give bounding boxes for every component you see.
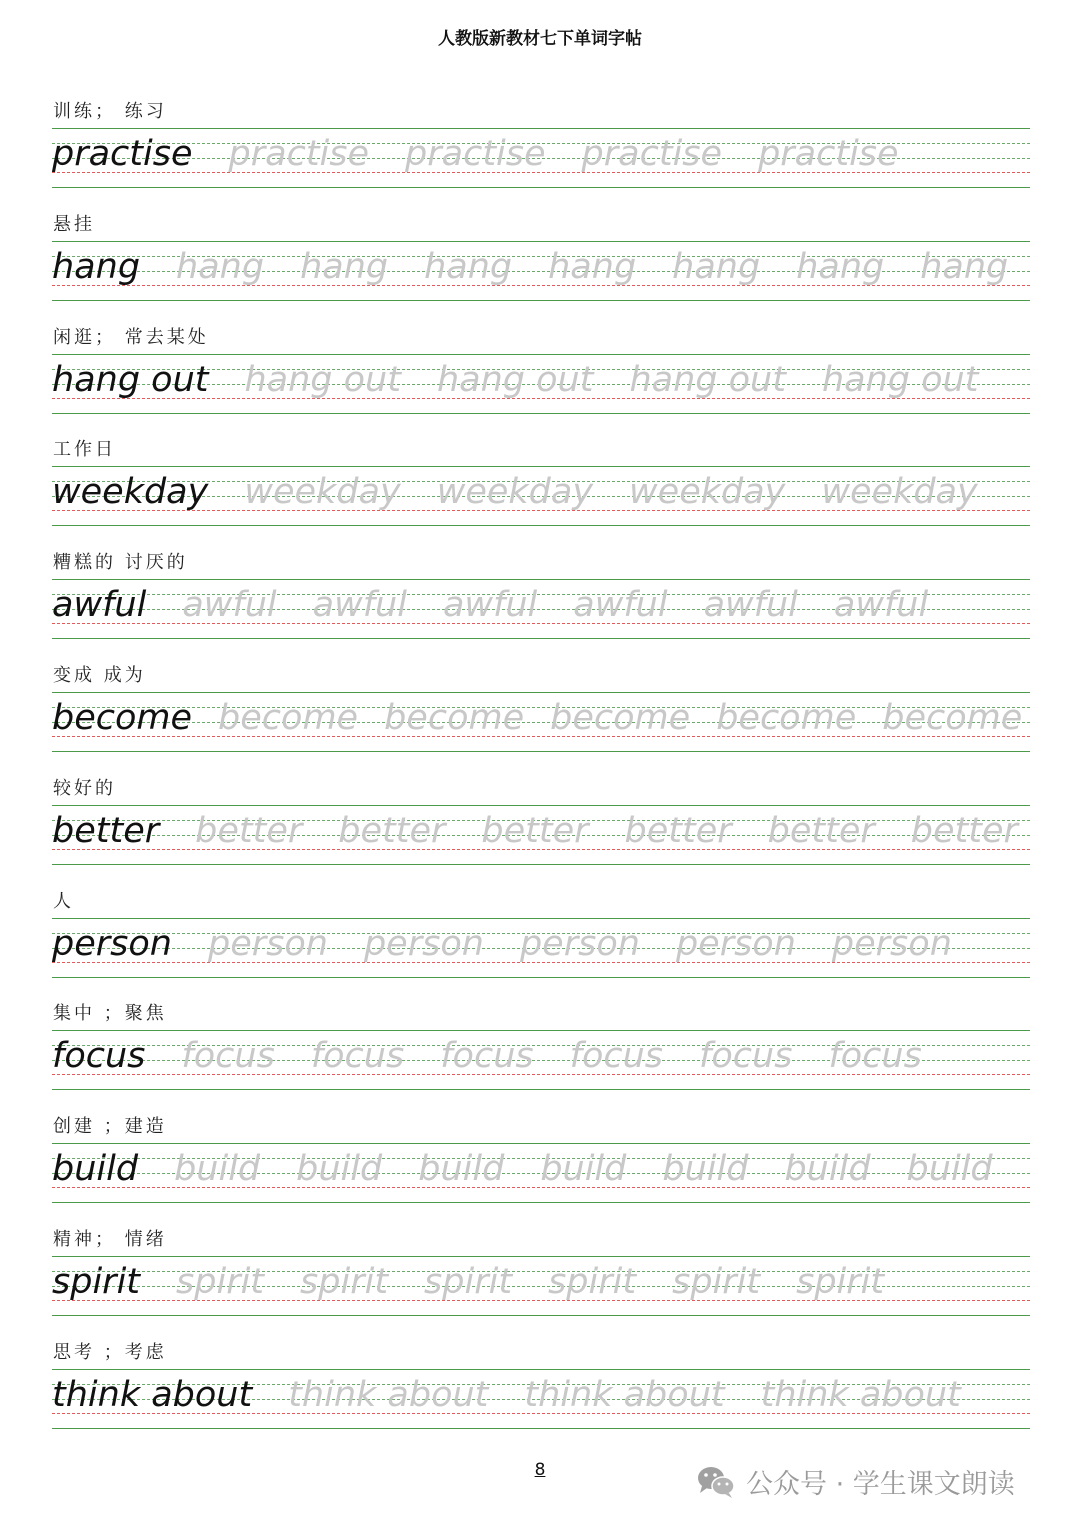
model-word: think about bbox=[52, 1374, 253, 1415]
writing-guide-lines bbox=[52, 805, 1030, 865]
model-word: weekday bbox=[52, 472, 209, 513]
trace-word: spirit bbox=[796, 1261, 885, 1302]
trace-word: practise bbox=[758, 134, 899, 174]
guide-line bbox=[52, 187, 1030, 188]
vocabulary-list bbox=[52, 95, 1030, 1449]
guide-line bbox=[52, 354, 1030, 355]
trace-word: better bbox=[195, 810, 303, 851]
trace-word: person bbox=[519, 923, 640, 964]
chinese-meaning: 较好的 bbox=[53, 777, 116, 799]
writing-guide-lines bbox=[52, 692, 1030, 752]
trace-word: hang out bbox=[436, 359, 594, 400]
model-word: focus bbox=[52, 1036, 146, 1077]
trace-word: person bbox=[675, 923, 796, 964]
vocab-entry bbox=[52, 95, 1030, 208]
word-row bbox=[52, 809, 1018, 853]
trace-word: weekday bbox=[244, 472, 401, 513]
trace-word: think about bbox=[760, 1374, 961, 1415]
word-row bbox=[52, 1373, 961, 1417]
trace-word: think about bbox=[524, 1374, 725, 1415]
model-word: hang out bbox=[52, 359, 209, 400]
word-row bbox=[52, 245, 1008, 289]
word-row bbox=[52, 470, 978, 514]
vocab-entry bbox=[52, 1336, 1030, 1449]
guide-line bbox=[52, 977, 1030, 978]
writing-guide-lines bbox=[52, 918, 1030, 978]
writing-guide-lines bbox=[52, 1030, 1030, 1090]
writing-guide-lines bbox=[52, 354, 1030, 414]
guide-line bbox=[52, 413, 1030, 414]
trace-word: better bbox=[624, 810, 732, 851]
guide-line bbox=[52, 1030, 1030, 1031]
chinese-meaning: 集中 ；聚焦 bbox=[53, 1003, 167, 1025]
chinese-meaning: 精神； 情绪 bbox=[53, 1228, 167, 1250]
trace-word: build bbox=[174, 1149, 261, 1190]
word-row bbox=[52, 1260, 884, 1304]
trace-word: become bbox=[384, 697, 525, 738]
watermark bbox=[696, 1462, 1015, 1501]
chinese-meaning: 训练； 练习 bbox=[53, 101, 167, 122]
writing-guide-lines bbox=[52, 1143, 1030, 1203]
guide-line bbox=[52, 466, 1030, 467]
model-word: build bbox=[52, 1149, 139, 1190]
vocab-entry bbox=[52, 659, 1030, 772]
trace-word: spirit bbox=[176, 1261, 265, 1302]
word-row bbox=[52, 358, 978, 402]
trace-word: practise bbox=[405, 134, 546, 174]
guide-line bbox=[52, 300, 1030, 301]
trace-word: awful bbox=[573, 585, 668, 626]
writing-guide-lines bbox=[52, 1256, 1030, 1316]
chinese-meaning: 悬挂 bbox=[53, 213, 95, 235]
trace-word: focus bbox=[181, 1036, 275, 1077]
chinese-meaning: 思考 ；考虑 bbox=[53, 1341, 167, 1363]
guide-line bbox=[52, 864, 1030, 865]
trace-word: weekday bbox=[436, 472, 594, 513]
chinese-meaning: 创建 ；建造 bbox=[53, 1116, 167, 1138]
guide-line bbox=[52, 579, 1030, 580]
trace-word: hang bbox=[176, 246, 265, 287]
model-word: person bbox=[52, 923, 172, 964]
trace-word: build bbox=[784, 1149, 871, 1190]
writing-guide-lines bbox=[52, 466, 1030, 526]
trace-word: awful bbox=[442, 585, 538, 626]
trace-word: think about bbox=[288, 1374, 489, 1415]
trace-word: focus bbox=[440, 1036, 534, 1077]
page-number: 8 bbox=[534, 1460, 546, 1480]
writing-guide-lines bbox=[52, 579, 1030, 639]
chinese-meaning: 糟糕的 讨厌的 bbox=[53, 552, 188, 574]
trace-word: become bbox=[218, 697, 359, 738]
trace-word: weekday bbox=[629, 472, 786, 513]
trace-word: spirit bbox=[672, 1261, 761, 1302]
guide-line bbox=[52, 751, 1030, 752]
trace-word: hang out bbox=[244, 359, 401, 400]
trace-word: practise bbox=[228, 134, 370, 174]
vocab-entry bbox=[52, 1223, 1030, 1336]
trace-word: become bbox=[882, 697, 1023, 738]
guide-line bbox=[52, 128, 1030, 129]
trace-word: person bbox=[363, 923, 484, 964]
trace-word: hang bbox=[300, 246, 389, 287]
model-word: become bbox=[52, 697, 193, 738]
guide-line bbox=[52, 525, 1030, 526]
trace-word: better bbox=[910, 810, 1018, 851]
word-row bbox=[52, 696, 1022, 740]
model-word: better bbox=[52, 810, 160, 851]
trace-word: hang bbox=[424, 246, 513, 287]
trace-word: awful bbox=[182, 585, 277, 626]
chinese-meaning: 人 bbox=[53, 890, 74, 912]
word-row bbox=[52, 583, 928, 627]
trace-word: spirit bbox=[300, 1261, 389, 1302]
chinese-meaning: 闲逛； 常去某处 bbox=[53, 326, 209, 348]
vocab-entry bbox=[52, 885, 1030, 998]
trace-word: hang bbox=[920, 246, 1009, 287]
trace-word: hang bbox=[796, 246, 885, 287]
watermark-text: 公众号 · 学生课文朗读 bbox=[746, 1469, 1015, 1500]
vocab-entry bbox=[52, 321, 1030, 434]
trace-word: hang out bbox=[821, 359, 979, 400]
chinese-meaning: 工作日 bbox=[53, 439, 116, 461]
wechat-icon bbox=[696, 1464, 736, 1500]
vocab-entry bbox=[52, 772, 1030, 885]
guide-line bbox=[52, 1256, 1030, 1257]
word-row bbox=[52, 922, 952, 966]
trace-word: awful bbox=[703, 585, 798, 626]
model-word: spirit bbox=[52, 1261, 141, 1302]
guide-line bbox=[52, 241, 1030, 242]
writing-guide-lines bbox=[52, 128, 1030, 188]
word-row bbox=[52, 1147, 993, 1191]
model-word: hang bbox=[52, 246, 141, 287]
guide-line bbox=[52, 1315, 1030, 1316]
trace-word: become bbox=[716, 697, 857, 738]
trace-word: spirit bbox=[548, 1261, 637, 1302]
trace-word: person bbox=[831, 923, 952, 964]
trace-word: awful bbox=[833, 585, 929, 626]
trace-word: become bbox=[550, 697, 691, 738]
word-row bbox=[52, 132, 899, 176]
page-title: 人教版新教材七下单词字帖 bbox=[438, 29, 642, 49]
guide-line bbox=[52, 1089, 1030, 1090]
guide-line bbox=[52, 1369, 1030, 1370]
guide-line bbox=[52, 638, 1030, 639]
vocab-entry bbox=[52, 997, 1030, 1110]
trace-word: build bbox=[662, 1149, 749, 1190]
trace-word: build bbox=[540, 1149, 627, 1190]
trace-word: focus bbox=[828, 1036, 922, 1077]
trace-word: focus bbox=[569, 1036, 664, 1077]
vocab-entry bbox=[52, 546, 1030, 659]
guide-line bbox=[52, 1428, 1030, 1429]
trace-word: build bbox=[296, 1149, 383, 1190]
vocab-entry bbox=[52, 433, 1030, 546]
guide-line bbox=[52, 805, 1030, 806]
trace-word: focus bbox=[699, 1036, 793, 1077]
guide-line bbox=[52, 1202, 1030, 1203]
trace-word: hang bbox=[548, 246, 637, 287]
vocab-entry bbox=[52, 208, 1030, 321]
trace-word: better bbox=[338, 810, 446, 851]
chinese-meaning: 变成 成为 bbox=[53, 664, 146, 686]
trace-word: focus bbox=[310, 1036, 405, 1077]
trace-word: practise bbox=[581, 134, 723, 174]
trace-word: better bbox=[767, 810, 875, 851]
guide-line bbox=[52, 1143, 1030, 1144]
word-row bbox=[52, 1034, 922, 1078]
trace-word: hang bbox=[672, 246, 761, 287]
model-word: awful bbox=[52, 585, 147, 626]
trace-word: better bbox=[481, 810, 589, 851]
trace-word: awful bbox=[312, 585, 407, 626]
model-word: practise bbox=[52, 134, 193, 174]
guide-line bbox=[52, 918, 1030, 919]
trace-word: spirit bbox=[424, 1261, 513, 1302]
trace-word: build bbox=[906, 1149, 993, 1190]
trace-word: person bbox=[207, 923, 328, 964]
writing-guide-lines bbox=[52, 1369, 1030, 1429]
vocab-entry bbox=[52, 1110, 1030, 1223]
trace-word: hang out bbox=[629, 359, 786, 400]
trace-word: build bbox=[418, 1149, 505, 1190]
writing-guide-lines bbox=[52, 241, 1030, 301]
guide-line bbox=[52, 692, 1030, 693]
trace-word: weekday bbox=[821, 472, 978, 513]
